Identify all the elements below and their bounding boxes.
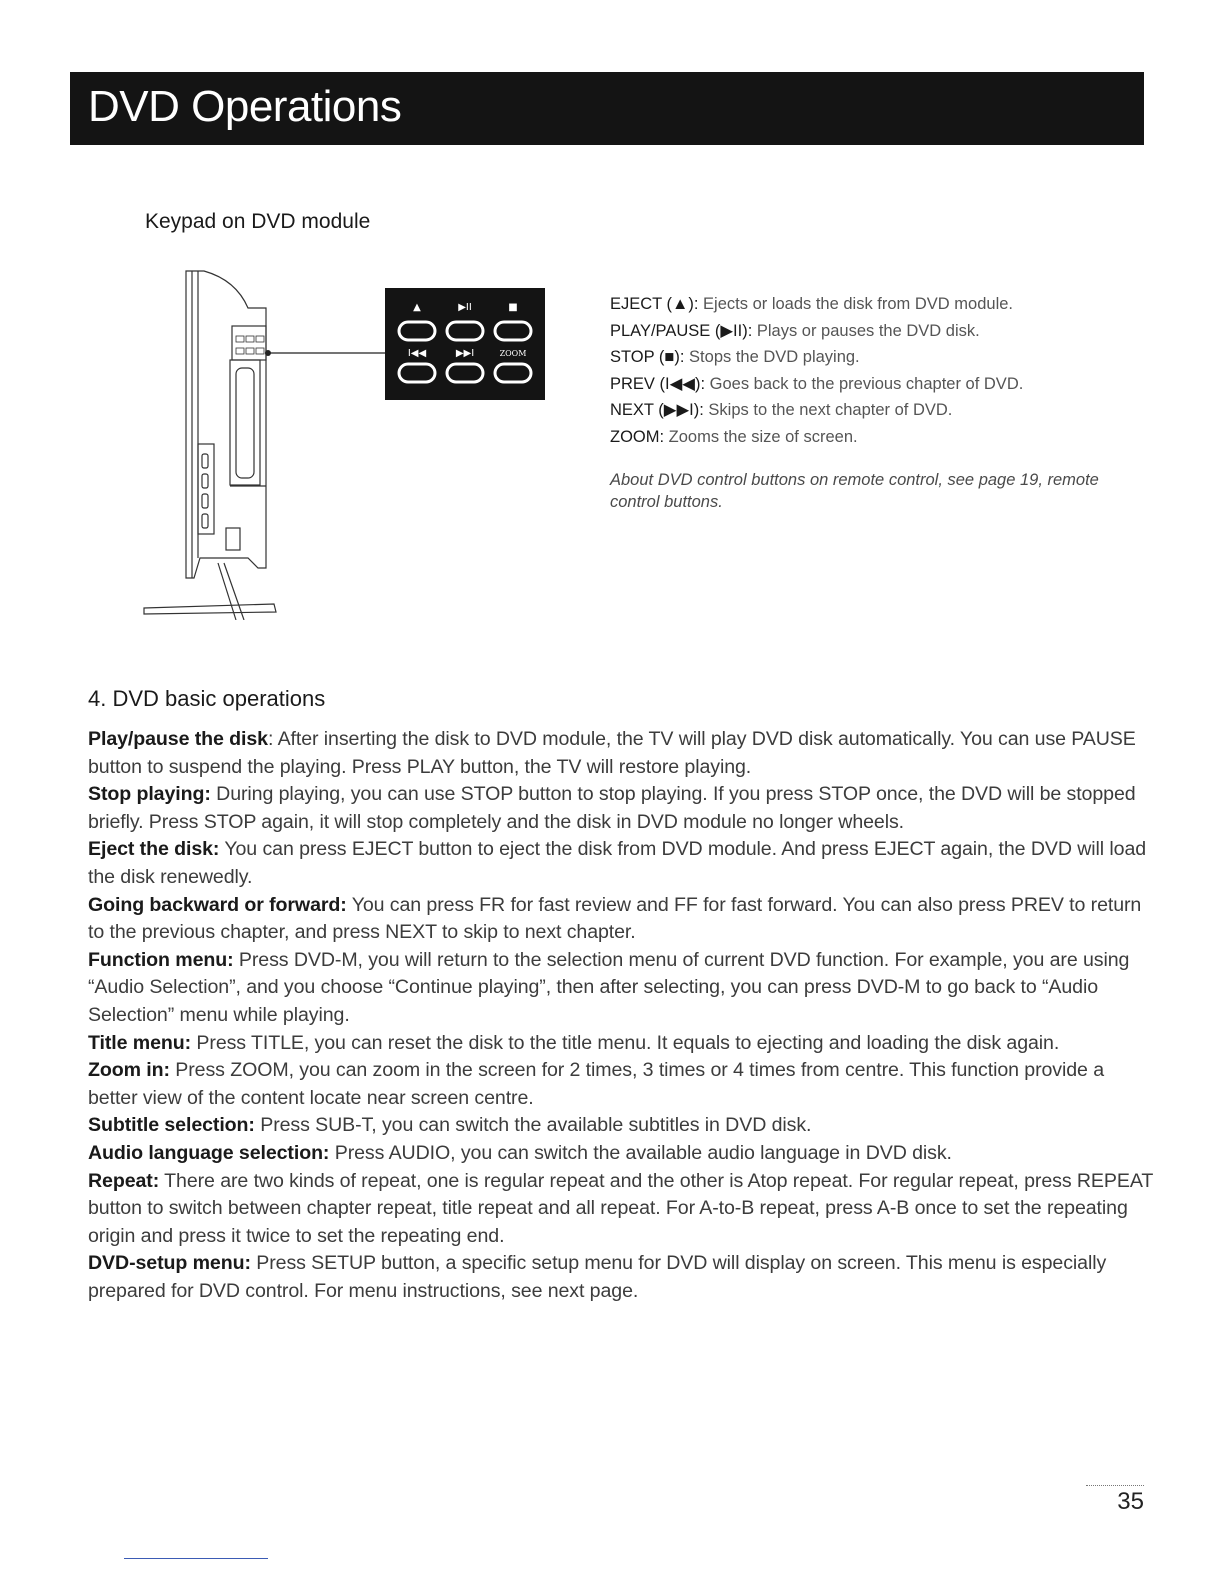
operation-paragraph — [88, 1250, 1156, 1305]
legend-desc: Plays or pauses the DVD disk. — [756, 321, 980, 340]
operation-paragraph — [88, 892, 1156, 947]
legend-row-next — [610, 397, 1150, 424]
legend-row-zoom — [610, 424, 1150, 451]
operation-paragraph: Play/pause the disk: After inserting the disk to DVD module, the TV will play DVD disk automatically. You can use PAUSE button to suspend the playing. Press PLAY button, the TV will restore playing. — [88, 728, 1136, 778]
operation-text: You can press FR for fast review and FF for fast forward. You can also press PREV to return to the previous chapter, and press NEXT to skip to next chapter. — [88, 893, 1142, 944]
operation-term: Eject the disk: — [88, 838, 220, 861]
operation-paragraph — [88, 781, 1156, 836]
legend-desc: Zooms the size of screen. — [668, 427, 858, 446]
connector-line — [290, 350, 386, 356]
legend-row-stop — [610, 344, 1150, 371]
legend-row-eject — [610, 291, 1150, 318]
keypad-legend — [610, 291, 1150, 450]
operation-text: Press AUDIO, you can switch the available audio language in DVD disk. — [334, 1141, 952, 1164]
tv-side-illustration — [140, 268, 290, 620]
operation-text: There are two kinds of repeat, one is regular repeat and the other is Atop repeat. For regular repeat, press REPEAT button to switch between chapter repeat, title repeat and all repeat. For A-to-B repeat, press A-B once to set the repeating origin and press it twice to set the repeating end. — [88, 1169, 1153, 1247]
stop-key-label: ■ — [508, 302, 518, 313]
operation-term: Function menu: — [88, 948, 234, 971]
legend-row-prev — [610, 371, 1150, 398]
legend-key: NEXT (▶▶I): — [610, 401, 704, 419]
prev-key-label: I◀◀ — [407, 348, 427, 359]
legend-key: STOP (■): — [610, 348, 685, 366]
page-title: DVD Operations — [88, 82, 402, 131]
operation-paragraph — [88, 1140, 1156, 1168]
footer-rule — [124, 1558, 268, 1559]
next-key-label: ▶▶I — [455, 348, 475, 359]
operation-text: Press DVD-M, you will return to the selection menu of current DVD function. For example, you are using “Audio Selection”, and you choose “Continue playing”, then after selecting, you can press DVD-M to go back to “Audio Selection” menu while playing. — [88, 948, 1130, 1026]
operation-term: Play/pause the disk — [88, 728, 268, 750]
basic-operations-title: 4. DVD basic operations — [88, 686, 326, 711]
keypad-closeup — [385, 288, 545, 400]
operation-paragraph — [88, 1168, 1156, 1251]
operation-term: Zoom in: — [88, 1059, 170, 1082]
operation-text: Press ZOOM, you can zoom in the screen for 2 times, 3 times or 4 times from centre. This function provide a better view of the content locate near screen centre. — [88, 1059, 1104, 1109]
legend-desc: Skips to the next chapter of DVD. — [708, 401, 953, 419]
play-pause-key-label: ▶II — [458, 302, 472, 313]
operation-text: You can press EJECT button to eject the disk from DVD module. And press EJECT again, the DVD will load the disk renewedly. — [88, 838, 1147, 888]
zoom-key-label: ZOOM — [499, 349, 527, 358]
operation-term: Stop playing: — [88, 783, 211, 806]
operation-term: DVD-setup menu: — [88, 1252, 251, 1275]
operation-text: Press SETUP button, a specific setup menu for DVD will display on screen. This menu is especially prepared for DVD control. For menu instructions, see next page. — [88, 1252, 1107, 1302]
page-number: 35 — [1117, 1488, 1144, 1515]
basic-operations-body — [88, 726, 1156, 1305]
operation-term: Audio language selection: — [88, 1141, 330, 1164]
legend-desc: Goes back to the previous chapter of DVD. — [709, 374, 1024, 393]
operation-text: During playing, you can use STOP button to stop playing. If you press STOP once, the DVD will be stopped briefly. Press STOP again, it will stop completely and the disk in DVD module no longer wheels. — [88, 783, 1136, 833]
legend-key: EJECT (▲): — [610, 295, 699, 313]
operation-text: Press SUB-T, you can switch the available subtitles in DVD disk. — [260, 1114, 812, 1137]
operation-paragraph — [88, 1112, 1156, 1140]
operation-term: Title menu: — [88, 1031, 192, 1054]
legend-key: PLAY/PAUSE (▶II): — [610, 321, 753, 340]
operation-text: After inserting the disk to DVD module, the TV will play DVD disk automatically. You can use PAUSE button to suspend the playing. Press PLAY button, the TV will restore playing. — [88, 728, 1136, 778]
eject-key-label: ▲ — [413, 302, 421, 313]
page-number-rule — [1086, 1485, 1144, 1486]
operation-term: Going backward or forward: — [88, 893, 347, 916]
legend-desc: Stops the DVD playing. — [689, 348, 860, 366]
operation-text: Press TITLE, you can reset the disk to the title menu. It equals to ejecting and loading the disk again. — [196, 1031, 1060, 1054]
legend-desc: Ejects or loads the disk from DVD module. — [703, 295, 1014, 313]
legend-row-play-pause — [610, 318, 1150, 345]
operation-paragraph — [88, 1030, 1156, 1058]
operation-term: Subtitle selection: — [88, 1114, 255, 1137]
legend-key: ZOOM: — [610, 427, 665, 446]
operation-paragraph — [88, 947, 1156, 1030]
operation-paragraph — [88, 1057, 1156, 1112]
keypad-section-title: Keypad on DVD module — [145, 210, 371, 233]
legend-key: PREV (I◀◀): — [610, 374, 706, 393]
header-bar — [70, 72, 1144, 145]
operation-paragraph — [88, 836, 1156, 891]
remote-control-note: About DVD control buttons on remote control, see page 19, remote control buttons. — [610, 471, 1099, 511]
operation-term: Repeat: — [88, 1169, 160, 1192]
